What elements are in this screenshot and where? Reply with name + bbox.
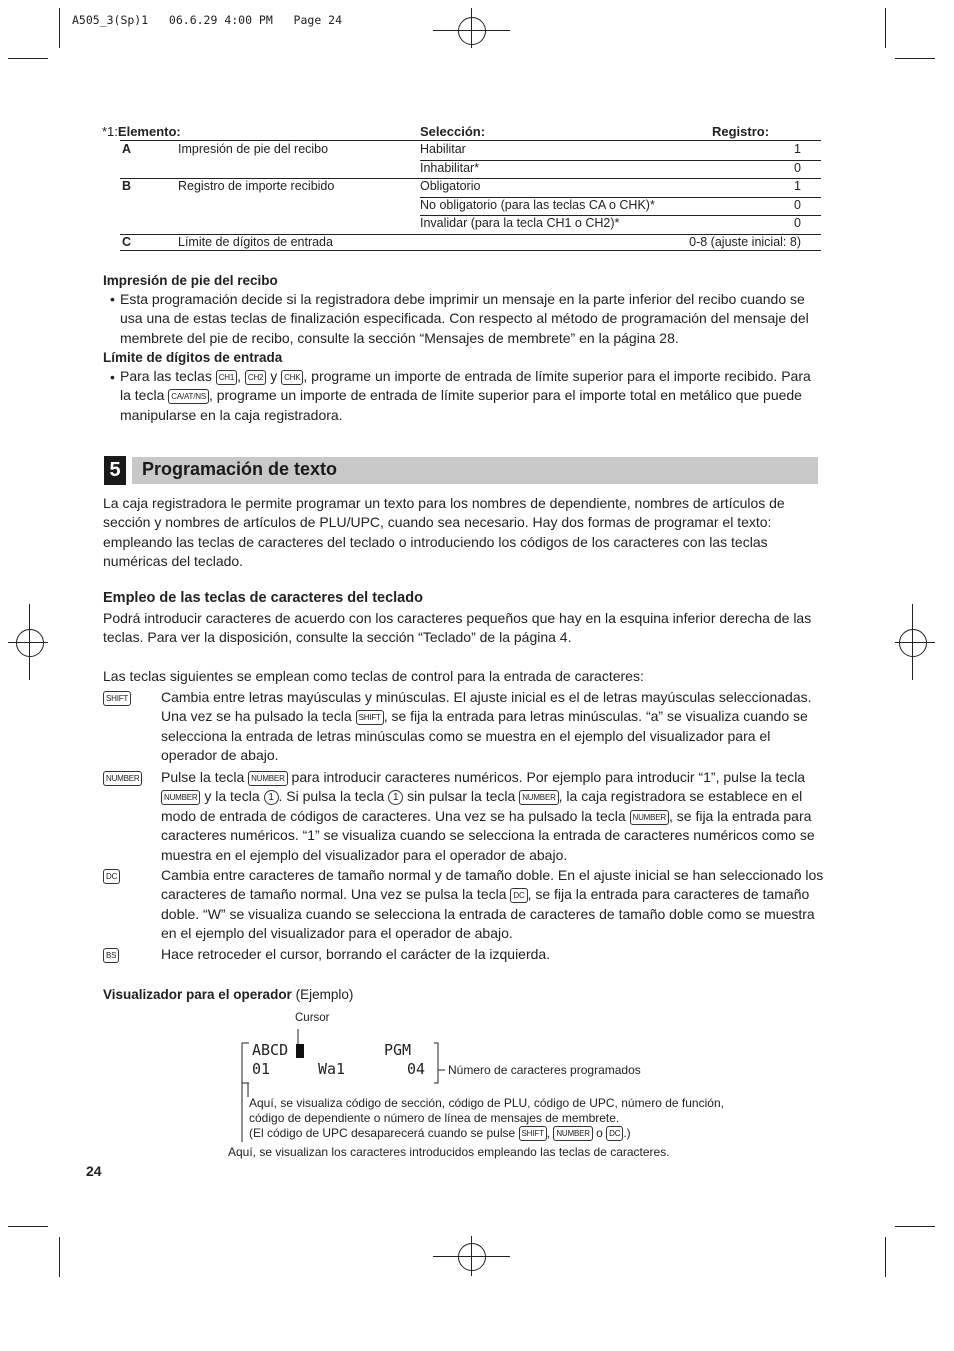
cursor-label: Cursor (295, 1012, 330, 1024)
col-element: Elemento: (117, 124, 181, 139)
col-selection: Selección: (420, 124, 486, 139)
one-key: 1 (264, 790, 279, 805)
shift-key: SHIFT (356, 710, 384, 725)
digit-limit-heading: Límite de dígitos de entrada (103, 350, 283, 365)
table-row-element: Impresión de pie del recibo (178, 142, 329, 156)
display-note: Aquí, se visualiza código de sección, código de PLU, código de UPC, número de función, código de dependiente o número de línea de mensajes de membrete. (El código de UPC desaparecerá cuando se pulse SHIFT , NUMBER o DC .) (249, 1096, 724, 1140)
digit-limit-text: Para las teclas CH1 , CH2 y CHK , programe un importe de entrada de límite superior para el importe recibido. Para la tecla CA/AT/NS , programe un importe de entrada de límite superior para el importe total en metálico que puede manipularse en la caja registradora. (120, 368, 811, 423)
dc-key: DC (510, 888, 527, 903)
table-row-element: Límite de dígitos de entrada (178, 235, 333, 249)
display-count: 04 (407, 1060, 426, 1078)
print-slug: A505_3(Sp)1 06.6.29 4:00 PM Page 24 (72, 13, 343, 27)
display-code: 01 (252, 1060, 271, 1078)
bs-key: BS (103, 948, 119, 963)
dc-description: Cambia entre caracteres de tamaño normal y de tamaño doble. En el ajuste inicial se han seleccionado los caracteres de tamaño normal. Una vez se pulsa la tecla DC , se fija la entrada para caracteres de tamaño doble. “W” se visualiza cuando se selecciona la entrada de caracteres de tamaño doble como se muestra en el ejemplo del visualizador para el operador de abajo. (161, 867, 824, 942)
display-mode: Wa1 (318, 1060, 346, 1078)
table-row-value: 0 (794, 198, 801, 212)
table-row-value: 0-8 (ajuste inicial: 8) (689, 235, 801, 249)
table-row-selection: Obligatorio (420, 179, 481, 193)
display-text-chars: ABCD (252, 1041, 289, 1059)
ca-key: CA/AT/NS (168, 389, 209, 404)
ch2-key: CH2 (245, 370, 266, 385)
table-row-value: 0 (794, 161, 801, 175)
display-pgm: PGM (384, 1041, 412, 1059)
table-row-element: Registro de importe recibido (178, 179, 335, 193)
subsection-text: Podrá introducir caracteres de acuerdo con los caracteres pequeños que hay en la esquina inferior derecha de las teclas. Para ver la disposición, consulte la sección “Teclado” de la página 4. (103, 610, 812, 646)
shift-description: Cambia entre letras mayúsculas y minúsculas. El ajuste inicial es el de letras mayúsculas seleccionadas. Una vez se ha pulsado la tecla SHIFT , se fija la entrada para letras minúsculas. “a” se visualiza cuando se selecciona la entrada de letras minúsculas como se muestra en el ejemplo del visualizador para el operador de abajo. (161, 689, 812, 764)
table-row-letter: A (122, 142, 132, 156)
number-key: NUMBER (630, 810, 669, 825)
control-intro: Las teclas siguientes se emplean como teclas de control para la entrada de caracteres: (103, 668, 644, 684)
footer-print-text: Esta programación decide si la registradora debe imprimir un mensaje en la parte inferior del recibo cuando se usa una de estas teclas de finalización especificada. Con respecto al método de programación del mensaje del membrete del pie de recibo, consulte la sección “Mensajes de membrete” en la página 28. (120, 291, 809, 346)
section-intro: La caja registradora le permite programar un texto para los nombres de dependiente, nombres de artículos de sección y nombres de artículos de PLU/UPC, cuando sea necesario. Hay dos formas de programar el texto: empleando las teclas de caracteres del teclado o introduciendo los códigos de los caracteres con las teclas numéricas del teclado. (103, 495, 785, 570)
table-row-selection: No obligatorio (para las teclas CA o CHK)* (420, 198, 655, 212)
display-heading: Visualizador para el operador (Ejemplo) (103, 987, 354, 1002)
table-row-letter: C (122, 235, 132, 249)
number-key: NUMBER (553, 1126, 592, 1141)
number-key: NUMBER (519, 790, 558, 805)
col-register: Registro: (712, 124, 770, 139)
table-row-value: 1 (794, 179, 801, 193)
count-label: Número de caracteres programados (448, 1063, 641, 1077)
cursor-block (296, 1044, 304, 1058)
display-note-chars: Aquí, se visualizan los caracteres introducidos empleando las teclas de caracteres. (228, 1145, 670, 1159)
shift-key: SHIFT (519, 1126, 547, 1141)
shift-key: SHIFT (103, 691, 131, 706)
table-row-letter: B (122, 179, 132, 193)
table-row-selection: Invalidar (para la tecla CH1 o CH2)* (420, 216, 620, 230)
footnote-mark: *1: (102, 124, 118, 139)
subsection-heading: Empleo de las teclas de caracteres del teclado (103, 590, 423, 606)
one-key: 1 (388, 790, 403, 805)
number-key: NUMBER (103, 771, 142, 786)
table-row-value: 0 (794, 216, 801, 230)
footer-print-heading: Impresión de pie del recibo (103, 273, 278, 288)
dc-key: DC (103, 869, 120, 884)
table-row-value: 1 (794, 142, 801, 156)
number-description: Pulse la tecla NUMBER para introducir caracteres numéricos. Por ejemplo para introducir “1”, pulse la tecla NUMBER y la tecla 1 . Si pulsa la tecla 1 sin pulsar la tecla NUMBER , la caja registradora se establece en el modo de entrada de códigos de caracteres. Una vez se ha pulsado la tecla NUMBER , se fija la entrada para caracteres numéricos. “1” se visualiza cuando se selecciona la entrada de caracteres numéricos como se muestra en el ejemplo del visualizador para el operador de abajo. (161, 769, 815, 863)
dc-key: DC (606, 1126, 623, 1141)
bs-description: Hace retroceder el cursor, borrando el carácter de la izquierda. (161, 946, 551, 962)
number-key: NUMBER (248, 771, 287, 786)
table-row-selection: Inhabilitar* (420, 161, 480, 175)
section-number: 5 (104, 456, 126, 485)
ch1-key: CH1 (216, 370, 237, 385)
number-key: NUMBER (161, 790, 200, 805)
table-row-selection: Habilitar (420, 142, 466, 156)
page-number: 24 (86, 1163, 102, 1179)
operator-display (252, 1041, 432, 1079)
section-title: Programación de texto (142, 459, 338, 479)
chk-key: CHK (281, 370, 303, 385)
